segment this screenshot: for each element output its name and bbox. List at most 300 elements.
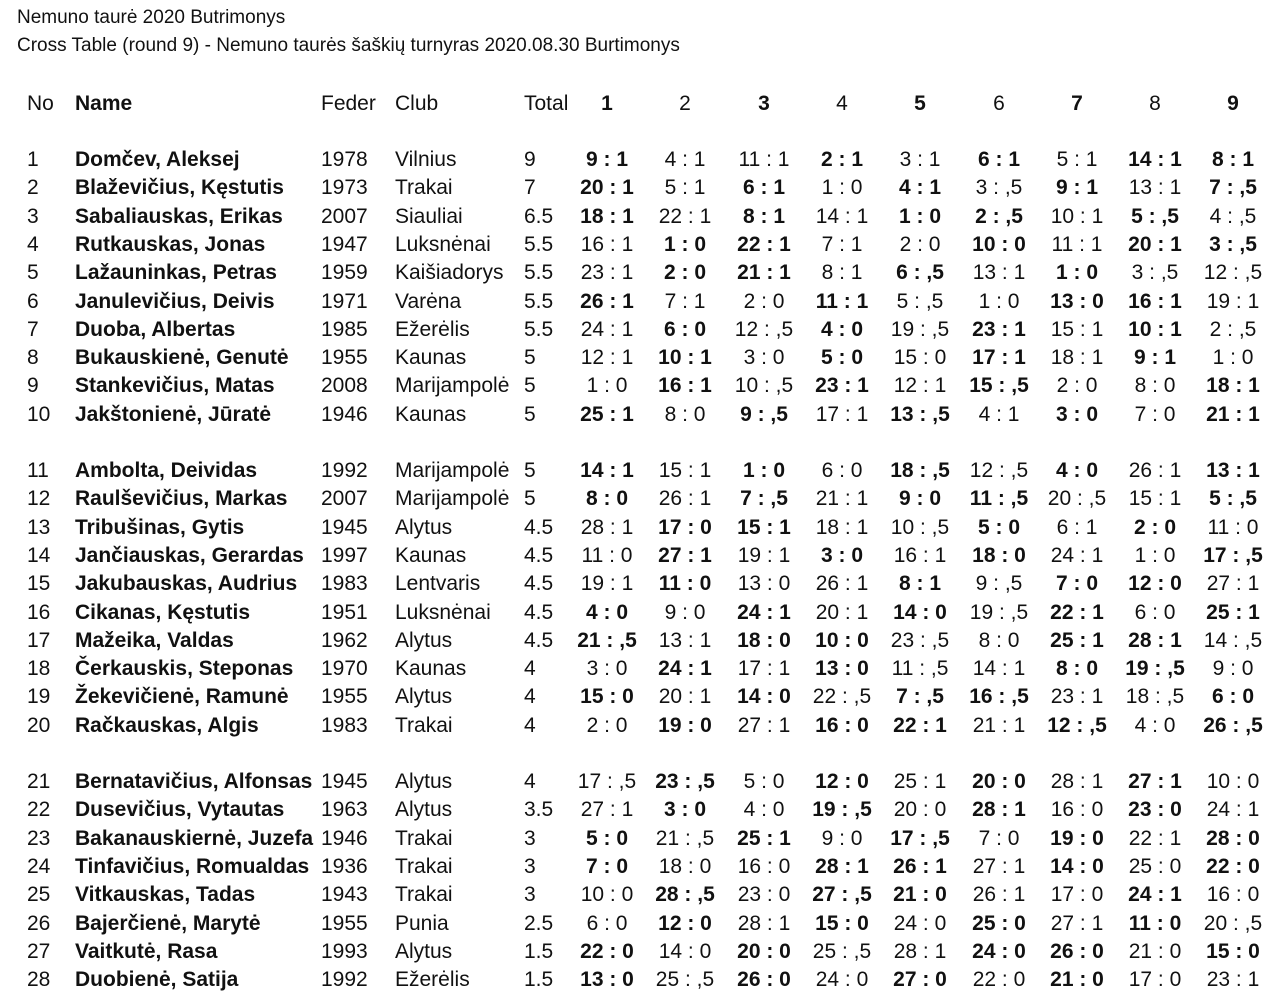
game-result-round-7: 7 : 0 (1055, 572, 1099, 595)
game-result-round-6: 19 : ,5 (969, 601, 1029, 624)
player-total: 5 (524, 374, 536, 397)
player-no: 15 (27, 572, 51, 595)
player-no: 27 (27, 940, 51, 963)
game-result-round-8: 12 : 0 (1128, 572, 1182, 595)
game-result-round-3: 2 : 0 (743, 290, 785, 313)
game-result-round-5: 11 : ,5 (891, 657, 949, 680)
game-result-round-9: 19 : 1 (1206, 290, 1260, 313)
header-no: No (27, 92, 54, 115)
game-result-round-9: 25 : 1 (1206, 601, 1260, 624)
game-result-round-9: 27 : 1 (1206, 572, 1260, 595)
game-result-round-5: 28 : 1 (893, 940, 947, 963)
game-result-round-1: 22 : 0 (580, 940, 634, 963)
player-total: 3 (524, 827, 536, 850)
player-total: 5.5 (524, 290, 554, 313)
player-club: Kaišiadorys (395, 261, 504, 284)
player-feder: 1993 (321, 940, 368, 963)
game-result-round-7: 2 : 0 (1056, 374, 1098, 397)
game-result-round-1: 14 : 1 (580, 459, 634, 482)
game-result-round-4: 26 : 1 (815, 572, 869, 595)
game-result-round-3: 14 : 0 (737, 685, 791, 708)
table-row (0, 570, 1280, 598)
game-result-round-9: 6 : 0 (1211, 685, 1255, 708)
game-result-round-5: 2 : 0 (899, 233, 941, 256)
player-no: 13 (27, 516, 51, 539)
game-result-round-5: 24 : 0 (893, 912, 947, 935)
game-result-round-7: 15 : 1 (1050, 318, 1104, 341)
game-result-round-2: 27 : 1 (658, 544, 712, 567)
game-result-round-3: 23 : 0 (737, 883, 791, 906)
game-result-round-4: 24 : 0 (815, 968, 869, 991)
player-no: 23 (27, 827, 51, 850)
player-no: 8 (27, 346, 39, 369)
player-no: 21 (27, 770, 51, 793)
player-no: 18 (27, 657, 51, 680)
game-result-round-2: 26 : 1 (658, 487, 712, 510)
game-result-round-3: 13 : 0 (737, 572, 791, 595)
player-no: 9 (27, 374, 39, 397)
game-result-round-4: 6 : 0 (821, 459, 863, 482)
header-round-2: 2 (679, 92, 691, 115)
player-name: Žekevičienė, Ramunė (75, 685, 289, 708)
player-name: Jakštonienė, Jūratė (75, 403, 272, 426)
table-row (0, 146, 1280, 174)
game-result-round-2: 3 : 0 (663, 798, 707, 821)
header-feder: Feder (321, 92, 376, 115)
game-result-round-3: 9 : ,5 (740, 403, 788, 426)
game-result-round-3: 10 : ,5 (734, 374, 794, 397)
player-name: Domčev, Aleksej (75, 148, 240, 171)
game-result-round-1: 10 : 0 (580, 883, 634, 906)
player-club: Marijampolė (395, 374, 510, 397)
game-result-round-2: 5 : 1 (664, 176, 706, 199)
player-total: 5 (524, 346, 536, 369)
document-title: Nemuno taurė 2020 Butrimonys (17, 7, 286, 28)
table-row (0, 485, 1280, 513)
game-result-round-6: 28 : 1 (972, 798, 1026, 821)
game-result-round-1: 26 : 1 (580, 290, 634, 313)
player-name: Blaževičius, Kęstutis (75, 176, 284, 199)
game-result-round-9: 21 : 1 (1206, 403, 1260, 426)
player-feder: 2007 (321, 487, 368, 510)
game-result-round-8: 14 : 1 (1128, 148, 1182, 171)
game-result-round-3: 4 : 0 (743, 798, 785, 821)
table-row (0, 825, 1280, 853)
game-result-round-6: 1 : 0 (978, 290, 1020, 313)
game-result-round-5: 4 : 1 (898, 176, 942, 199)
table-row (0, 372, 1280, 400)
player-feder: 1951 (321, 601, 368, 624)
game-result-round-5: 15 : 0 (893, 346, 947, 369)
table-row (0, 316, 1280, 344)
game-result-round-4: 2 : 1 (820, 148, 864, 171)
player-total: 5.5 (524, 233, 554, 256)
game-result-round-4: 21 : 1 (815, 487, 869, 510)
game-result-round-8: 3 : ,5 (1131, 261, 1179, 284)
game-result-round-4: 12 : 0 (815, 770, 869, 793)
game-result-round-1: 25 : 1 (580, 403, 634, 426)
game-result-round-6: 21 : 1 (972, 714, 1026, 737)
game-result-round-6: 26 : 1 (972, 883, 1026, 906)
game-result-round-4: 13 : 0 (815, 657, 869, 680)
player-total: 5 (524, 487, 536, 510)
game-result-round-7: 14 : 0 (1050, 855, 1104, 878)
player-feder: 1997 (321, 544, 368, 567)
player-total: 4 (524, 714, 536, 737)
game-result-round-8: 16 : 1 (1128, 290, 1182, 313)
game-result-round-7: 1 : 0 (1055, 261, 1099, 284)
game-result-round-3: 25 : 1 (737, 827, 791, 850)
game-result-round-5: 16 : 1 (893, 544, 947, 567)
game-result-round-8: 18 : ,5 (1125, 685, 1185, 708)
table-row (0, 344, 1280, 372)
game-result-round-6: 27 : 1 (972, 855, 1026, 878)
game-result-round-9: 13 : 1 (1206, 459, 1260, 482)
game-result-round-7: 17 : 0 (1050, 883, 1104, 906)
game-result-round-3: 1 : 0 (742, 459, 786, 482)
header-round-8: 8 (1149, 92, 1161, 115)
game-result-round-1: 11 : 0 (581, 544, 633, 567)
game-result-round-1: 15 : 0 (580, 685, 634, 708)
game-result-round-7: 20 : ,5 (1047, 487, 1107, 510)
game-result-round-6: 11 : ,5 (969, 487, 1029, 510)
player-name: Jančiauskas, Gerardas (75, 544, 304, 567)
game-result-round-3: 19 : 1 (737, 544, 791, 567)
game-result-round-6: 4 : 1 (978, 403, 1020, 426)
game-result-round-6: 5 : 0 (977, 516, 1021, 539)
game-result-round-1: 13 : 0 (580, 968, 634, 991)
player-name: Račkauskas, Algis (75, 714, 259, 737)
game-result-round-1: 27 : 1 (580, 798, 634, 821)
game-result-round-8: 23 : 0 (1128, 798, 1182, 821)
game-result-round-5: 21 : 0 (893, 883, 947, 906)
player-total: 6.5 (524, 205, 554, 228)
player-total: 5 (524, 403, 536, 426)
game-result-round-4: 27 : ,5 (812, 883, 872, 906)
game-result-round-5: 14 : 0 (893, 601, 947, 624)
player-total: 4.5 (524, 629, 554, 652)
game-result-round-9: 11 : 0 (1207, 516, 1259, 539)
header-club: Club (395, 92, 439, 115)
player-no: 16 (27, 601, 51, 624)
player-total: 2.5 (524, 912, 554, 935)
game-result-round-7: 10 : 1 (1050, 205, 1104, 228)
player-name: Bukauskienė, Genutė (75, 346, 289, 369)
game-result-round-2: 8 : 0 (664, 403, 706, 426)
document-subtitle: Cross Table (round 9) - Nemuno taurės šaškių turnyras 2020.08.30 Burtimonys (17, 35, 680, 56)
player-no: 11 (27, 459, 49, 482)
game-result-round-3: 15 : 1 (737, 516, 791, 539)
player-name: Bakanauskiernė, Juzefa (75, 827, 314, 850)
game-result-round-8: 11 : 0 (1128, 912, 1182, 935)
game-result-round-7: 21 : 0 (1050, 968, 1104, 991)
game-result-round-6: 16 : ,5 (969, 685, 1029, 708)
game-result-round-1: 18 : 1 (580, 205, 634, 228)
player-name: Duobienė, Satija (75, 968, 239, 991)
game-result-round-6: 20 : 0 (972, 770, 1026, 793)
game-result-round-4: 14 : 1 (815, 205, 869, 228)
player-no: 25 (27, 883, 51, 906)
game-result-round-4: 15 : 0 (815, 912, 869, 935)
game-result-round-8: 17 : 0 (1128, 968, 1182, 991)
game-result-round-3: 5 : 0 (743, 770, 785, 793)
player-total: 4.5 (524, 572, 554, 595)
player-feder: 1985 (321, 318, 368, 341)
game-result-round-6: 2 : ,5 (975, 205, 1023, 228)
player-club: Alytus (395, 940, 453, 963)
game-result-round-1: 24 : 1 (580, 318, 634, 341)
player-total: 4.5 (524, 601, 554, 624)
player-total: 5.5 (524, 318, 554, 341)
game-result-round-4: 1 : 0 (821, 176, 863, 199)
game-result-round-9: 7 : ,5 (1209, 176, 1257, 199)
game-result-round-2: 4 : 1 (664, 148, 706, 171)
game-result-round-4: 23 : 1 (815, 374, 869, 397)
player-club: Kaunas (395, 403, 467, 426)
game-result-round-7: 24 : 1 (1050, 544, 1104, 567)
game-result-round-8: 9 : 1 (1133, 346, 1177, 369)
game-result-round-8: 21 : 0 (1128, 940, 1182, 963)
game-result-round-2: 10 : 1 (658, 346, 712, 369)
table-row (0, 712, 1280, 740)
table-row (0, 910, 1280, 938)
game-result-round-9: 24 : 1 (1206, 798, 1260, 821)
player-total: 3 (524, 883, 536, 906)
game-result-round-2: 25 : ,5 (655, 968, 715, 991)
game-result-round-1: 21 : ,5 (577, 629, 637, 652)
player-feder: 1955 (321, 685, 368, 708)
player-total: 4.5 (524, 544, 554, 567)
player-feder: 1959 (321, 261, 368, 284)
game-result-round-7: 19 : 0 (1050, 827, 1104, 850)
table-row (0, 231, 1280, 259)
player-no: 6 (27, 290, 39, 313)
player-no: 20 (27, 714, 51, 737)
game-result-round-6: 15 : ,5 (969, 374, 1029, 397)
game-result-round-4: 17 : 1 (815, 403, 869, 426)
player-feder: 1963 (321, 798, 368, 821)
game-result-round-2: 28 : ,5 (655, 883, 715, 906)
game-result-round-9: 22 : 0 (1206, 855, 1260, 878)
player-name: Lažauninkas, Petras (75, 261, 277, 284)
player-no: 3 (27, 205, 39, 228)
game-result-round-1: 2 : 0 (586, 714, 628, 737)
game-result-round-3: 22 : 1 (737, 233, 791, 256)
player-club: Kaunas (395, 544, 467, 567)
player-club: Alytus (395, 770, 453, 793)
player-feder: 2008 (321, 374, 368, 397)
game-result-round-1: 19 : 1 (580, 572, 634, 595)
player-name: Cikanas, Kęstutis (75, 601, 251, 624)
game-result-round-1: 17 : ,5 (577, 770, 637, 793)
game-result-round-6: 25 : 0 (972, 912, 1026, 935)
game-result-round-9: 8 : 1 (1211, 148, 1255, 171)
player-feder: 1955 (321, 346, 368, 369)
game-result-round-3: 21 : 1 (737, 261, 791, 284)
game-result-round-4: 3 : 0 (820, 544, 864, 567)
table-row (0, 881, 1280, 909)
game-result-round-9: 9 : 0 (1212, 657, 1254, 680)
player-name: Bernatavičius, Alfonsas (75, 770, 313, 793)
player-no: 24 (27, 855, 51, 878)
player-no: 12 (27, 487, 51, 510)
game-result-round-3: 11 : 1 (738, 148, 790, 171)
player-total: 1.5 (524, 968, 554, 991)
player-feder: 1983 (321, 572, 368, 595)
table-row (0, 203, 1280, 231)
player-feder: 1992 (321, 968, 368, 991)
player-name: Duoba, Albertas (75, 318, 236, 341)
game-result-round-1: 9 : 1 (585, 148, 629, 171)
player-no: 7 (27, 318, 39, 341)
player-name: Stankevičius, Matas (75, 374, 275, 397)
game-result-round-7: 26 : 0 (1050, 940, 1104, 963)
game-result-round-5: 9 : 0 (898, 487, 942, 510)
player-club: Luksnėnai (395, 233, 491, 256)
player-club: Trakai (395, 855, 453, 878)
game-result-round-9: 17 : ,5 (1203, 544, 1263, 567)
table-row (0, 259, 1280, 287)
game-result-round-9: 4 : ,5 (1209, 205, 1257, 228)
game-result-round-4: 10 : 0 (815, 629, 869, 652)
game-result-round-3: 17 : 1 (737, 657, 791, 680)
player-no: 28 (27, 968, 51, 991)
game-result-round-1: 8 : 0 (585, 487, 629, 510)
player-name: Raulševičius, Markas (75, 487, 288, 510)
game-result-round-2: 11 : 0 (658, 572, 712, 595)
player-no: 19 (27, 685, 51, 708)
player-no: 4 (27, 233, 39, 256)
game-result-round-4: 7 : 1 (821, 233, 863, 256)
game-result-round-2: 18 : 0 (658, 855, 712, 878)
table-header (0, 90, 1280, 118)
player-name: Jakubauskas, Audrius (75, 572, 298, 595)
game-result-round-8: 7 : 0 (1134, 403, 1176, 426)
game-result-round-2: 23 : ,5 (655, 770, 715, 793)
game-result-round-4: 5 : 0 (820, 346, 864, 369)
game-result-round-3: 7 : ,5 (740, 487, 788, 510)
game-result-round-7: 23 : 1 (1050, 685, 1104, 708)
player-feder: 1962 (321, 629, 368, 652)
game-result-round-8: 19 : ,5 (1125, 657, 1185, 680)
game-result-round-8: 13 : 1 (1128, 176, 1182, 199)
game-result-round-9: 5 : ,5 (1209, 487, 1257, 510)
header-total: Total (524, 92, 569, 115)
player-no: 10 (27, 403, 51, 426)
game-result-round-6: 6 : 1 (977, 148, 1021, 171)
game-result-round-7: 28 : 1 (1050, 770, 1104, 793)
game-result-round-7: 3 : 0 (1055, 403, 1099, 426)
game-result-round-8: 8 : 0 (1134, 374, 1176, 397)
game-result-round-2: 19 : 0 (658, 714, 712, 737)
game-result-round-9: 20 : ,5 (1203, 912, 1263, 935)
game-result-round-9: 1 : 0 (1212, 346, 1254, 369)
game-result-round-9: 26 : ,5 (1203, 714, 1263, 737)
player-feder: 1936 (321, 855, 368, 878)
table-row (0, 288, 1280, 316)
game-result-round-8: 10 : 1 (1128, 318, 1182, 341)
player-total: 7 (524, 176, 536, 199)
game-result-round-2: 9 : 0 (664, 601, 706, 624)
table-row (0, 655, 1280, 683)
game-result-round-2: 1 : 0 (663, 233, 707, 256)
game-result-round-6: 9 : ,5 (975, 572, 1023, 595)
game-result-round-5: 23 : ,5 (890, 629, 950, 652)
player-total: 9 (524, 148, 536, 171)
game-result-round-4: 18 : 1 (815, 516, 869, 539)
game-result-round-9: 15 : 0 (1206, 940, 1260, 963)
game-result-round-2: 14 : 0 (658, 940, 712, 963)
game-result-round-7: 9 : 1 (1055, 176, 1099, 199)
game-result-round-6: 8 : 0 (978, 629, 1020, 652)
table-row (0, 796, 1280, 824)
game-result-round-3: 3 : 0 (743, 346, 785, 369)
player-club: Trakai (395, 176, 453, 199)
table-row (0, 514, 1280, 542)
game-result-round-3: 8 : 1 (742, 205, 786, 228)
table-row (0, 542, 1280, 570)
game-result-round-5: 22 : 1 (893, 714, 947, 737)
player-feder: 1973 (321, 176, 368, 199)
player-feder: 1978 (321, 148, 368, 171)
player-name: Mažeika, Valdas (75, 629, 234, 652)
player-feder: 1970 (321, 657, 368, 680)
header-name: Name (75, 92, 133, 115)
game-result-round-7: 27 : 1 (1050, 912, 1104, 935)
table-row (0, 768, 1280, 796)
player-club: Ežerėlis (395, 318, 470, 341)
game-result-round-8: 1 : 0 (1134, 544, 1176, 567)
game-result-round-8: 22 : 1 (1128, 827, 1182, 850)
game-result-round-3: 6 : 1 (742, 176, 786, 199)
game-result-round-6: 14 : 1 (972, 657, 1026, 680)
game-result-round-3: 28 : 1 (737, 912, 791, 935)
player-feder: 1946 (321, 827, 368, 850)
game-result-round-8: 25 : 0 (1128, 855, 1182, 878)
player-no: 1 (27, 148, 39, 171)
game-result-round-6: 10 : 0 (972, 233, 1026, 256)
table-row (0, 966, 1280, 994)
game-result-round-6: 13 : 1 (972, 261, 1026, 284)
header-round-3: 3 (758, 92, 770, 115)
player-total: 5.5 (524, 261, 554, 284)
game-result-round-2: 21 : ,5 (655, 827, 715, 850)
player-club: Alytus (395, 685, 453, 708)
game-result-round-2: 20 : 1 (658, 685, 712, 708)
player-total: 3 (524, 855, 536, 878)
game-result-round-9: 18 : 1 (1206, 374, 1260, 397)
game-result-round-7: 8 : 0 (1055, 657, 1099, 680)
game-result-round-6: 22 : 0 (972, 968, 1026, 991)
game-result-round-7: 11 : 1 (1051, 233, 1103, 256)
player-club: Alytus (395, 629, 453, 652)
game-result-round-8: 15 : 1 (1128, 487, 1182, 510)
game-result-round-1: 20 : 1 (580, 176, 634, 199)
player-club: Marijampolė (395, 487, 510, 510)
game-result-round-5: 19 : ,5 (890, 318, 950, 341)
game-result-round-4: 9 : 0 (821, 827, 863, 850)
game-result-round-9: 23 : 1 (1206, 968, 1260, 991)
game-result-round-7: 4 : 0 (1055, 459, 1099, 482)
table-row (0, 683, 1280, 711)
game-result-round-5: 8 : 1 (898, 572, 942, 595)
player-no: 14 (27, 544, 51, 567)
game-result-round-4: 25 : ,5 (812, 940, 872, 963)
player-total: 3.5 (524, 798, 554, 821)
game-result-round-9: 12 : ,5 (1203, 261, 1263, 284)
game-result-round-3: 16 : 0 (737, 855, 791, 878)
game-result-round-8: 6 : 0 (1134, 601, 1176, 624)
